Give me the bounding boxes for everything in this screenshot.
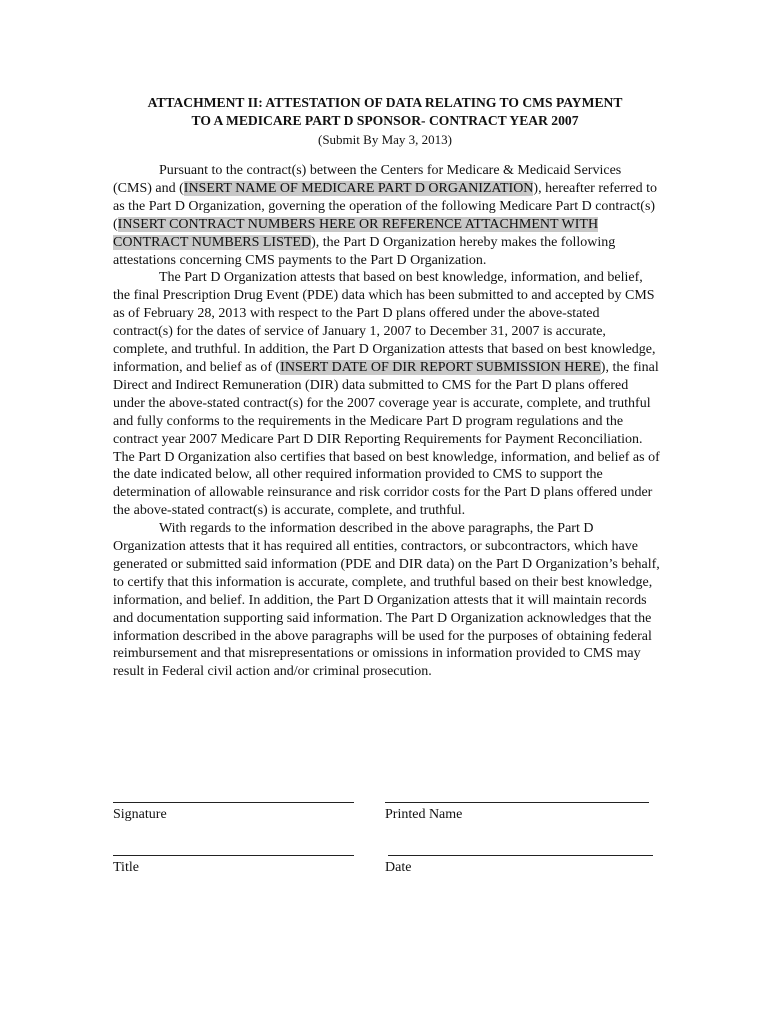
title-label: Title [113, 860, 139, 875]
document-title-line-1: ATTACHMENT II: ATTESTATION OF DATA RELATING TO CMS PAYMENT [147, 95, 623, 110]
printed-name-label: Printed Name [385, 807, 463, 822]
paragraph-2 [113, 269, 661, 520]
paragraph-1 [113, 162, 661, 269]
title-line [113, 855, 354, 856]
paragraph-2-text-a: The Part D Organization attests that based on best knowledge, information, and belief, the final Prescription Drug Event (PDE) data which has been submitted to and accepted by CMS as of February 28, 2013 with respect to the Part D plans offered under the above-stated contract(s) for the dates of service of January 1, 2007 to December 31, 2007 is accurate, complete, and truthful. In addition, the Part D Organization attests that based on best knowledge, information, and belief as of ( [113, 270, 656, 375]
attestation-body [113, 162, 661, 681]
paragraph-2-text-b: ), the final Direct and Indirect Remuneration (DIR) data submitted to CMS for the Part D plans offered under the above-stated contract(s) for the 2007 coverage year is accurate, complete, and truthful and fully conforms to the requirements in the Medicare Part D program regulations and the contract year 2007 Medicare Part D DIR Reporting Requirements for Payment Reconciliation. The Part D Organization also certifies that based on best knowledge, information, and belief as of the date indicated below, all other required information provided to CMS to support the determination of allowable reinsurance and risk corridor costs for the Part D plans offered under the above-stated contract(s) is accurate, complete, and truthful. [113, 359, 660, 519]
document-header [100, 94, 670, 149]
date-line [388, 855, 653, 856]
paragraph-3: With regards to the information described in the above paragraphs, the Part D Organization attests that it has required all entities, contractors, or subcontractors, which have generated or submitted said information (PDE and DIR data) on the Part D Organization’s behalf, to certify that this information is accurate, complete, and truthful based on their best knowledge, information, and belief. In addition, the Part D Organization attests that it will maintain records and documentation supporting said information. The Part D Organization acknowledges that the information described in the above paragraphs will be used for the purposes of obtaining federal reimbursement and that misrepresentations or omissions in information provided to CMS may result in Federal civil action and/or criminal prosecution. [113, 521, 660, 680]
placeholder-organization-name: INSERT NAME OF MEDICARE PART D ORGANIZATION [183, 180, 534, 196]
placeholder-contract-numbers: INSERT CONTRACT NUMBERS HERE OR REFERENCE ATTACHMENT WITH CONTRACT NUMBERS LISTED [113, 216, 599, 250]
paragraph-1-text-c: ), the Part D Organization hereby makes the following attestations concerning CMS payments to the Part D Organization. [113, 234, 616, 268]
signature-label: Signature [113, 807, 167, 822]
submission-deadline: (Submit By May 3, 2013) [318, 132, 452, 147]
paragraph-1-text-a: Pursuant to the contract(s) between the Centers for Medicare & Medicaid Services (CMS) and ( [113, 163, 622, 196]
printed-name-line [385, 802, 649, 803]
placeholder-dir-submission-date: INSERT DATE OF DIR REPORT SUBMISSION HERE [280, 359, 601, 375]
signature-line [113, 802, 354, 803]
date-label: Date [385, 860, 412, 875]
paragraph-1-text-b: ), hereafter referred to as the Part D Organization, governing the operation of the following Medicare Part D contract(s) ( [113, 180, 657, 232]
document-title-line-2: TO A MEDICARE PART D SPONSOR- CONTRACT YEAR 2007 [191, 113, 579, 128]
